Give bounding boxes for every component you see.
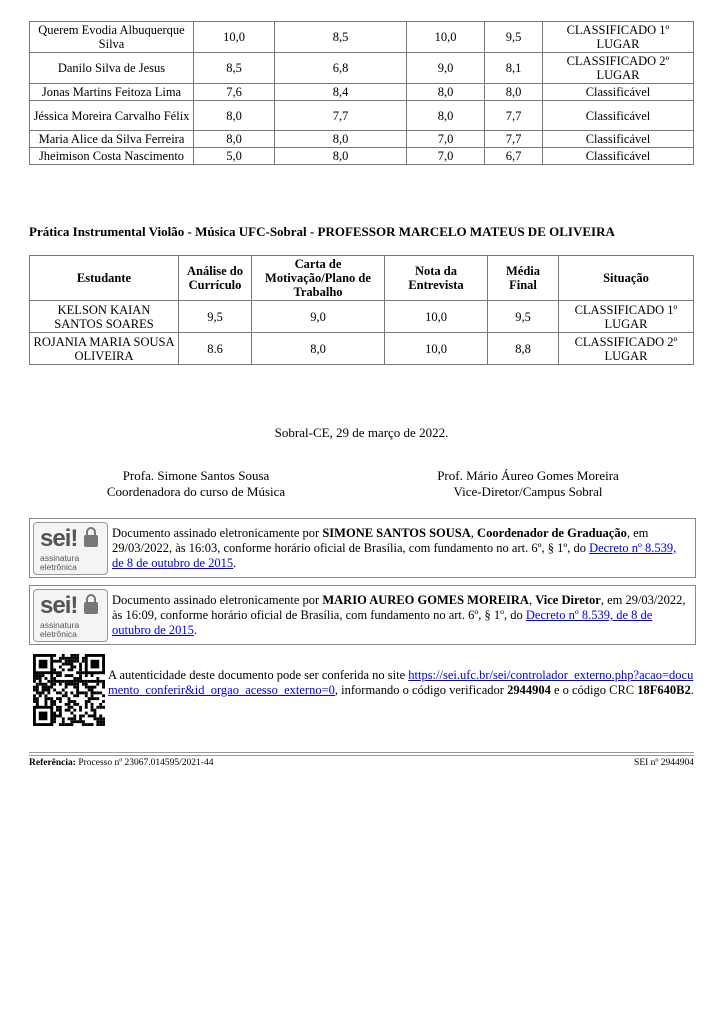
student-name: Jheimison Costa Nascimento (30, 148, 194, 165)
signatory-left (46, 468, 346, 500)
grade-cell: 10,0 (385, 301, 488, 333)
header-entrevista: Nota da Entrevista (385, 256, 488, 301)
lock-icon (84, 602, 98, 614)
table-row (30, 101, 694, 131)
student-name: Jonas Martins Feitoza Lima (30, 84, 194, 101)
sei-logo: sei! (40, 525, 78, 552)
decree-link[interactable]: Decreto nº 8.539, de 8 de outubro de 2015 (112, 608, 653, 637)
seal-caption: eletrônica (40, 629, 77, 639)
signature-text: Documento assinado eletronicamente por MARIO AUREO GOMES MOREIRA, Vice Diretor, em 29/03/2022, às 16:09, conforme horário oficial de Brasília, com fundamento no art. 6º, § 1º, do Decreto nº 8.539, de 8 de outubro de 2015. (112, 593, 686, 637)
grade-cell: 8,0 (275, 131, 407, 148)
table-row (30, 131, 694, 148)
status-cell: Classificável (543, 148, 694, 165)
decree-link[interactable]: Decreto nº 8.539, de 8 de outubro de 2015 (112, 541, 677, 570)
grade-cell: 7,6 (194, 84, 275, 101)
student-name: Jéssica Moreira Carvalho Félix (30, 101, 194, 131)
header-situacao: Situação (559, 256, 694, 301)
table-header-row (30, 256, 694, 301)
header-estudante: Estudante (30, 256, 179, 301)
grade-cell: 8,0 (252, 333, 385, 365)
sei-seal-icon (33, 589, 108, 642)
final-grade: 7,7 (485, 101, 543, 131)
grade-cell: 9,0 (252, 301, 385, 333)
sei-seal-icon (33, 522, 108, 575)
table-row (30, 301, 694, 333)
final-grade: 6,7 (485, 148, 543, 165)
grade-cell: 8,0 (407, 84, 485, 101)
section-title: Prática Instrumental Violão - Música UFC-Sobral - PROFESSOR MARCELO MATEUS DE OLIVEIRA (29, 224, 615, 239)
grade-cell: 10,0 (407, 22, 485, 53)
grade-cell: 7,0 (407, 131, 485, 148)
verification-link[interactable]: https://sei.ufc.br/sei/controlador_externo.php?acao=documento_conferir&id_orgao_acesso_externo=0 (108, 668, 694, 697)
final-grade: 9,5 (488, 301, 559, 333)
signature-block-2 (29, 585, 696, 645)
footer-divider (29, 755, 694, 756)
signer-role: Coordenador de Graduação (477, 526, 627, 540)
status-cell: Classificável (543, 101, 694, 131)
table-row (30, 148, 694, 165)
grade-cell: 8,0 (407, 101, 485, 131)
status-cell: CLASSIFICADO 2º LUGAR (559, 333, 694, 365)
status-cell: CLASSIFICADO 1º LUGAR (543, 22, 694, 53)
signatory-name: Profa. Simone Santos Sousa (122, 468, 270, 483)
signatory-role: Vice-Diretor/Campus Sobral (453, 484, 603, 499)
signatory-right (378, 468, 678, 500)
footer-sei-number: SEI nº 2944904 (634, 758, 694, 768)
status-cell: Classificável (543, 84, 694, 101)
table-row (30, 22, 694, 53)
signer-name: SIMONE SANTOS SOUSA (322, 526, 471, 540)
final-grade: 7,7 (485, 131, 543, 148)
table-row (30, 53, 694, 84)
signer-role: Vice Diretor (535, 593, 601, 607)
signer-name: MARIO AUREO GOMES MOREIRA (322, 593, 529, 607)
footer-reference: Referência: Processo nº 23067.014595/2021-44 (29, 758, 214, 768)
authenticity-text: A autenticidade deste documento pode ser conferida no site https://sei.ufc.br/sei/controlador_externo.php?acao=documento_conferir&id_orgao_acesso_externo=0, informando o código verificador 2944904 e o código CRC 18F640B2. (108, 668, 694, 697)
header-carta: Carta de Motivação/Plano de Trabalho (252, 256, 385, 301)
grade-cell: 8,0 (275, 148, 407, 165)
seal-caption: assinatura (40, 553, 80, 563)
grade-cell: 8,5 (275, 22, 407, 53)
signature-text: Documento assinado eletronicamente por SIMONE SANTOS SOUSA, Coordenador de Graduação, em 29/03/2022, às 16:03, conforme horário oficial de Brasília, com fundamento no art. 6º, § 1º, do Decreto nº 8.539, de 8 de outubro de 2015. (112, 526, 677, 570)
header-curriculo: Análise do Currículo (179, 256, 252, 301)
student-name: ROJANIA MARIA SOUSA OLIVEIRA (30, 333, 179, 365)
header-media: Média Final (488, 256, 559, 301)
table-row (30, 333, 694, 365)
signatory-name: Prof. Mário Áureo Gomes Moreira (437, 468, 619, 483)
student-name: KELSON KAIAN SANTOS SOARES (30, 301, 179, 333)
table-row (30, 84, 694, 101)
grade-cell: 6,8 (275, 53, 407, 84)
student-name: Querem Evodia Albuquerque Silva (30, 22, 194, 53)
lock-icon (84, 535, 98, 547)
crc-code: 18F640B2 (637, 683, 691, 697)
signatory-role: Coordenadora do curso de Música (106, 484, 286, 499)
student-name: Danilo Silva de Jesus (30, 53, 194, 84)
student-name: Maria Alice da Silva Ferreira (30, 131, 194, 148)
status-cell: CLASSIFICADO 1º LUGAR (559, 301, 694, 333)
grade-cell: 9,0 (407, 53, 485, 84)
status-cell: Classificável (543, 131, 694, 148)
verification-code: 2944904 (507, 683, 551, 697)
grade-cell: 5,0 (194, 148, 275, 165)
final-grade: 8,1 (485, 53, 543, 84)
seal-caption: assinatura (40, 620, 80, 630)
signature-block-1 (29, 518, 696, 578)
status-cell: CLASSIFICADO 2º LUGAR (543, 53, 694, 84)
grade-cell: 9,5 (179, 301, 252, 333)
grade-cell: 7,0 (407, 148, 485, 165)
date-line: Sobral-CE, 29 de março de 2022. (274, 425, 449, 440)
grade-cell: 8,5 (194, 53, 275, 84)
grade-cell: 7,7 (275, 101, 407, 131)
qr-code-icon (33, 654, 105, 726)
results-table-violao (29, 255, 694, 365)
sei-logo: sei! (40, 592, 78, 619)
final-grade: 9,5 (485, 22, 543, 53)
grade-cell: 8,4 (275, 84, 407, 101)
footer-divider (29, 752, 694, 753)
final-grade: 8,8 (488, 333, 559, 365)
grade-cell: 10,0 (194, 22, 275, 53)
grade-cell: 8,0 (194, 101, 275, 131)
seal-caption: eletrônica (40, 562, 77, 572)
final-grade: 8,0 (485, 84, 543, 101)
grade-cell: 8,0 (194, 131, 275, 148)
grade-cell: 10,0 (385, 333, 488, 365)
results-table-continued (29, 21, 694, 165)
grade-cell: 8.6 (179, 333, 252, 365)
